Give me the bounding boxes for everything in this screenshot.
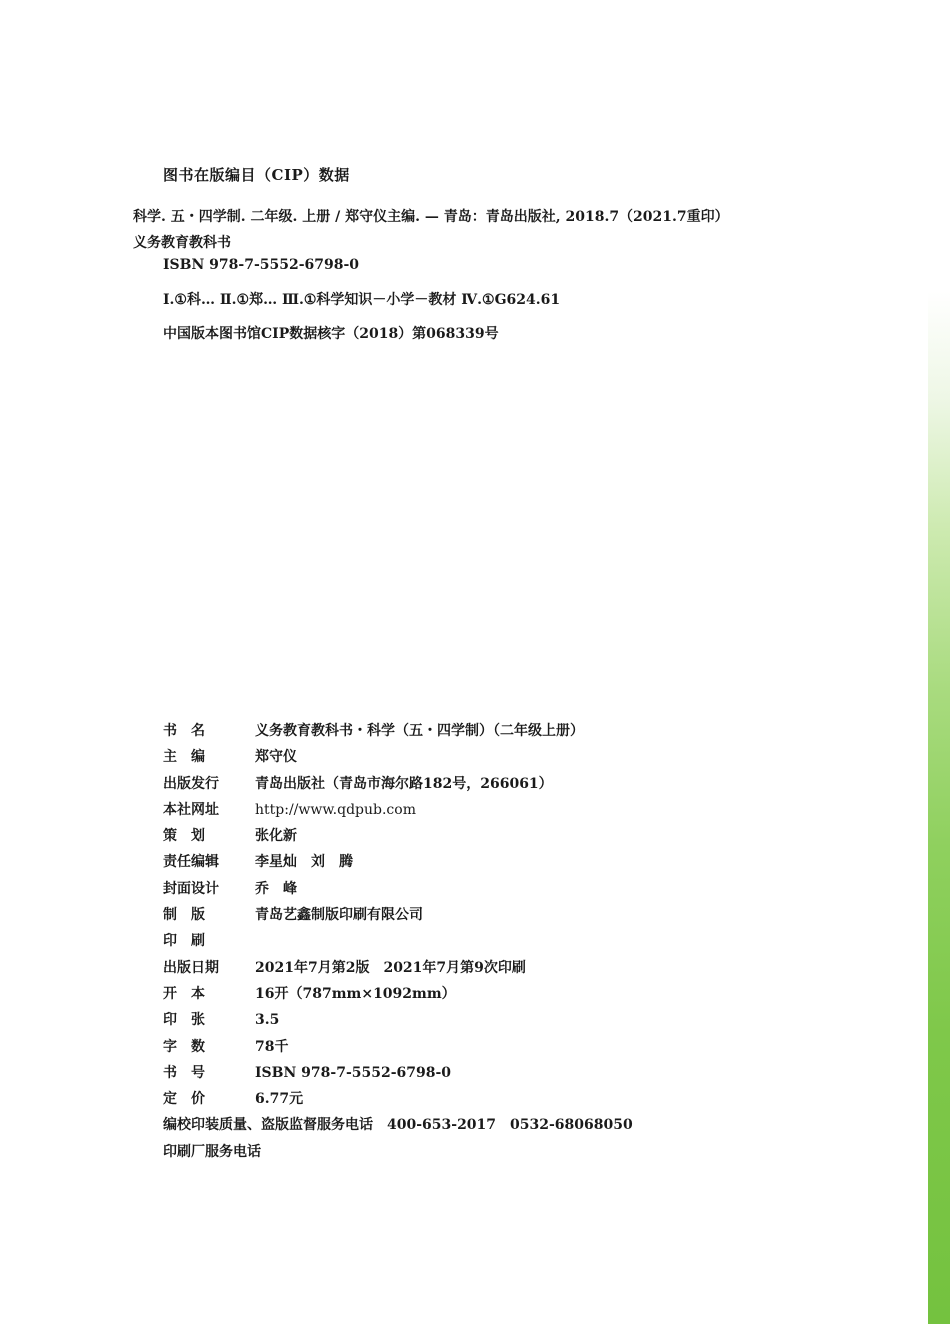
info-row-sheets — [163, 1009, 763, 1035]
green-edge-decoration — [928, 0, 950, 1324]
info-label: 本社网址 — [163, 801, 219, 818]
info-row-editor — [163, 746, 763, 772]
info-label: 开 本 — [163, 985, 205, 1002]
info-value: 3.5 — [255, 1012, 280, 1029]
info-row-plate-making — [163, 904, 763, 930]
print-service-phone-label: 印刷厂服务电话 — [163, 1143, 261, 1160]
info-label: 封面设计 — [163, 880, 219, 897]
cip-bibliographic-line: 科学. 五・四学制. 二年级. 上册 / 郑守仪主编. — 青岛：青岛出版社, 2018.7（2021.7重印） — [133, 209, 729, 225]
info-label: 责任编辑 — [163, 854, 219, 871]
info-value: 青岛艺鑫制版印刷有限公司 — [255, 907, 423, 924]
info-row-format — [163, 983, 763, 1009]
info-row-title — [163, 720, 763, 746]
info-label: 出版发行 — [163, 775, 219, 792]
info-row-price — [163, 1088, 763, 1114]
info-label: 书 名 — [163, 723, 205, 739]
info-value: 16开（787mm×1092mm） — [255, 985, 456, 1002]
info-row-publish-date — [163, 957, 763, 983]
info-label: 印 刷 — [163, 933, 205, 950]
info-row-website — [163, 799, 763, 825]
cip-isbn: ISBN 978-7-5552-6798-0 — [163, 257, 360, 273]
info-value: ISBN 978-7-5552-6798-0 — [255, 1064, 452, 1081]
info-label: 制 版 — [163, 907, 205, 924]
info-row-cover-design — [163, 878, 763, 904]
info-label: 策 划 — [163, 828, 205, 845]
info-label: 定 价 — [163, 1091, 205, 1108]
info-row-printing — [163, 930, 763, 956]
info-label: 出版日期 — [163, 959, 219, 976]
info-value: http://www.qdpub.com — [255, 801, 416, 818]
info-row-book-number — [163, 1062, 763, 1088]
info-label: 印 张 — [163, 1012, 205, 1029]
info-row-hotline — [163, 1114, 763, 1140]
info-value: 义务教育教科书・科学（五・四学制）（二年级上册） — [255, 723, 584, 739]
cip-classification: Ⅰ.①科… Ⅱ.①郑… Ⅲ.①科学知识－小学－教材 Ⅳ.①G624.61 — [163, 292, 561, 308]
info-row-word-count — [163, 1036, 763, 1062]
cip-series-line: 义务教育教科书 — [133, 235, 231, 251]
info-row-print-service — [163, 1141, 763, 1167]
info-value: 张化新 — [255, 828, 297, 845]
info-value: 乔 峰 — [255, 880, 297, 897]
cip-title: 图书在版编目（CIP）数据 — [163, 166, 350, 184]
info-row-publisher — [163, 773, 763, 799]
info-label: 主 编 — [163, 749, 205, 766]
quality-hotline: 编校印装质量、盗版监督服务电话 400-653-2017 0532-68068050 — [163, 1117, 633, 1134]
info-value: 2021年7月第2版 2021年7月第9次印刷 — [255, 959, 526, 976]
publication-info-block — [163, 720, 763, 1167]
info-value: 李星灿 刘 腾 — [255, 854, 353, 871]
info-label: 书 号 — [163, 1064, 205, 1081]
info-row-planner — [163, 825, 763, 851]
info-value: 郑守仪 — [255, 749, 297, 766]
info-label: 字 数 — [163, 1038, 205, 1055]
info-value: 青岛出版社（青岛市海尔路182号，266061） — [255, 775, 553, 792]
info-row-responsible-editor — [163, 851, 763, 877]
info-value: 6.77元 — [255, 1091, 304, 1108]
info-value: 78千 — [255, 1038, 289, 1055]
cip-data-check-number: 中国版本图书馆CIP数据核字（2018）第068339号 — [163, 326, 499, 342]
